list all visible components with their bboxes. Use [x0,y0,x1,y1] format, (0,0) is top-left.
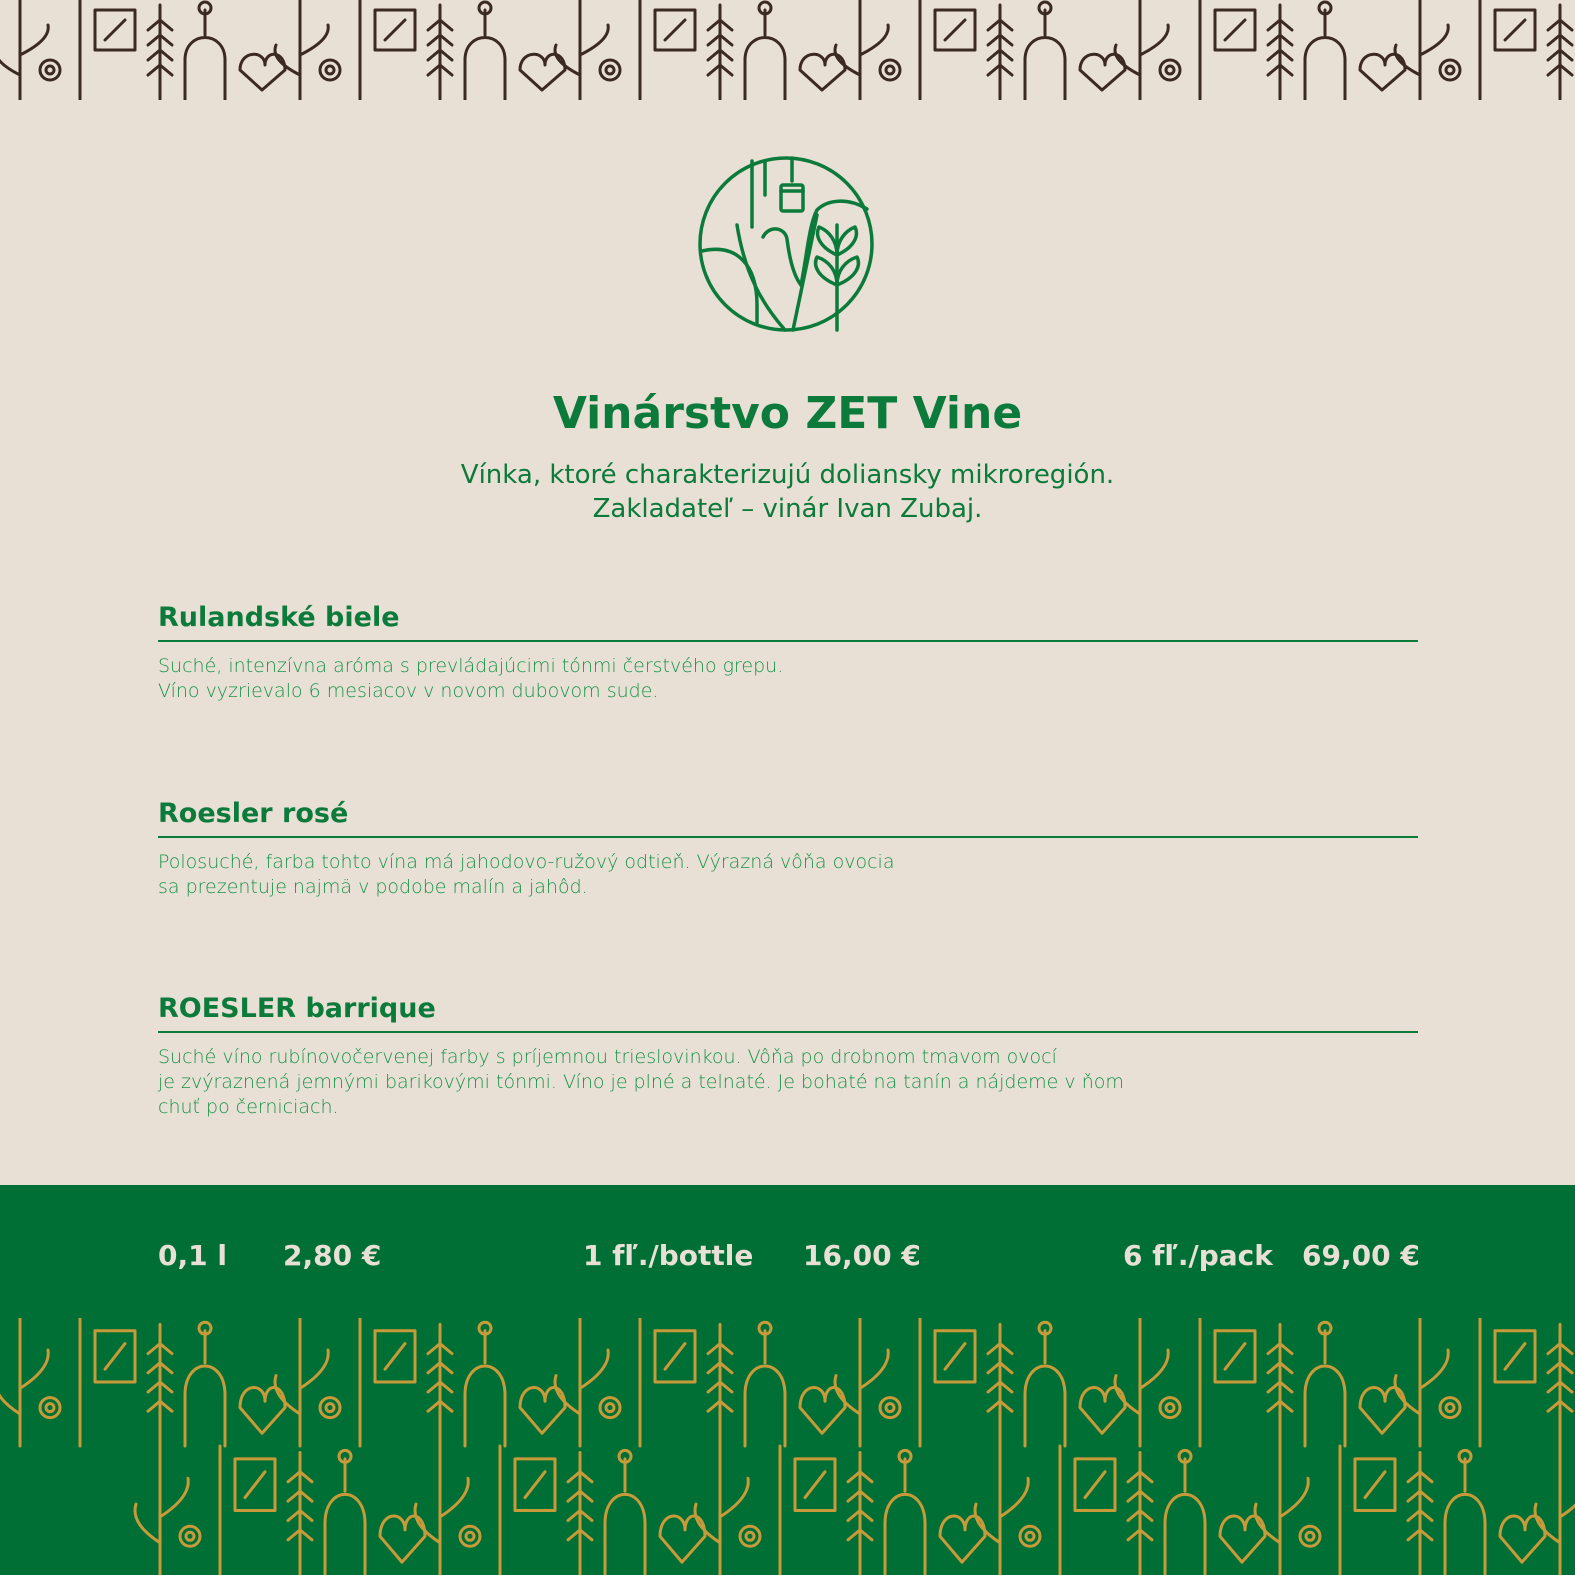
glass-price: 2,80 € [283,1239,382,1272]
wine-name: ROESLER barrique [158,993,436,1024]
wine-name: Roesler rosé [158,798,349,829]
wine-description [158,1045,1418,1120]
divider [158,1031,1418,1033]
description-line: chuť po černiciach. [158,1096,339,1118]
divider [158,640,1418,642]
top-forest-pattern [0,0,1575,100]
vineyard-circle-logo-icon [697,155,875,333]
winery-title: Vinárstvo ZET Vine [552,388,1023,439]
wine-item [158,989,1418,1120]
subtitle-line: Vínka, ktoré charakterizujú doliansky mikroregión. [460,460,1115,490]
subtitle-line: Zakladateľ – vinár Ivan Zubaj. [592,494,983,524]
bottle-price: 16,00 € [803,1239,921,1272]
wine-item [158,598,1418,704]
description-line: Víno vyzrievalo 6 mesiacov v novom dubovom sude. [158,680,659,702]
winery-subtitle [0,458,1575,526]
description-line: Suché, intenzívna aróma s prevládajúcimi tónmi čerstvého grepu. [158,655,784,677]
bottom-forest-pattern [0,1318,1575,1575]
divider [158,836,1418,838]
glass-size-label: 0,1 l [158,1239,227,1272]
description-line: je zvýraznená jemnými barikovými tónmi. Víno je plné a telnaté. Je bohaté na tanín a nájdeme v ňom [158,1071,1124,1093]
wine-description [158,654,1418,704]
pack-price: 69,00 € [1302,1239,1420,1272]
description-line: sa prezentuje najmä v podobe malín a jahôd. [158,876,588,898]
description-line: Polosuché, farba tohto vína má jahodovo-ružový odtieň. Výrazná vôňa ovocia [158,851,895,873]
wine-description [158,850,1418,900]
wine-name: Rulandské biele [158,602,400,633]
description-line: Suché víno rubínovočervenej farby s príjemnou trieslovinkou. Vôňa po drobnom tmavom ovocí [158,1046,1057,1068]
pack-size-label: 6 fľ./pack [1123,1239,1273,1272]
wine-item [158,794,1418,900]
bottle-size-label: 1 fľ./bottle [583,1239,754,1272]
